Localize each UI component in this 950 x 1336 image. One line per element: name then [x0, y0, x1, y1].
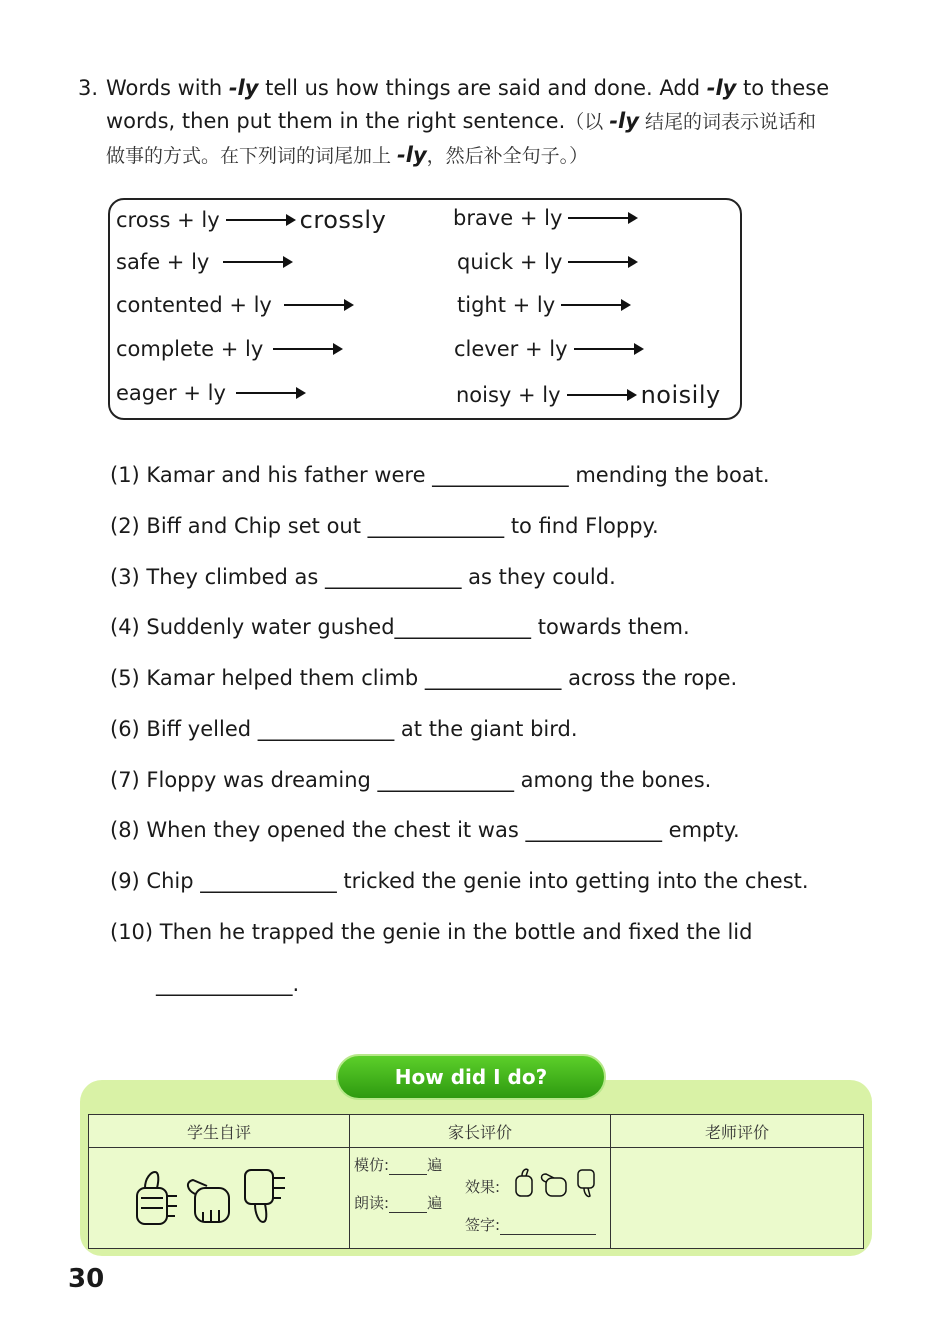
arrow-icon [223, 261, 291, 263]
arrow-icon [226, 219, 294, 221]
word-row: tight + ly [457, 293, 629, 317]
sentence: (7) Floppy was dreaming _____________ among the bones. [110, 768, 712, 792]
parent-cell [350, 1148, 611, 1249]
small-thumbs-icons[interactable] [512, 1166, 604, 1200]
sentence: (10) Then he trapped the genie in the bottle and fixed the lid [110, 920, 753, 944]
sign-row: 签字: [465, 1214, 596, 1235]
sentence: (5) Kamar helped them climb _____________ across the rope. [110, 666, 738, 690]
small-thumbs-down-icon[interactable] [578, 1170, 594, 1188]
col-student: 学生自评 [89, 1115, 350, 1148]
sentence: (9) Chip _____________ tricked the genie into getting into the chest. [110, 869, 809, 893]
imitate-blank[interactable] [389, 1160, 427, 1175]
evaluation-title: How did I do? [336, 1054, 606, 1100]
arrow-icon [568, 261, 636, 263]
col-parent: 家长评价 [350, 1115, 611, 1148]
page-number: 30 [68, 1264, 105, 1294]
arrow-icon [236, 392, 304, 394]
sentence: (4) Suddenly water gushed_____________ towards them. [110, 615, 690, 639]
teacher-cell[interactable] [611, 1148, 864, 1249]
read-blank[interactable] [389, 1198, 427, 1213]
student-cell [89, 1148, 350, 1249]
sign-blank[interactable] [500, 1220, 596, 1235]
word-row: quick + ly [457, 250, 636, 274]
thumbs-down-icon[interactable] [245, 1170, 285, 1222]
imitate-row: 模仿: 遍 [354, 1156, 443, 1174]
word-row: noisy + ly noisily [456, 381, 721, 409]
sentence: (8) When they opened the chest it was _____________ empty. [110, 818, 740, 842]
sentence: (6) Biff yelled _____________ at the giant bird. [110, 717, 578, 741]
arrow-icon [574, 348, 642, 350]
small-thumbs-up-icon[interactable] [516, 1176, 532, 1196]
word-row: contented + ly [116, 293, 352, 317]
thumbs-up-icon[interactable] [137, 1172, 177, 1224]
thumbs-sideways-icon[interactable] [188, 1180, 229, 1222]
word-row: safe + ly [116, 250, 291, 274]
sentence: (2) Biff and Chip set out _____________ to find Floppy. [110, 514, 659, 538]
read-row: 朗读: 遍 [354, 1194, 443, 1212]
sentence: (1) Kamar and his father were _____________ mending the boat. [110, 463, 770, 487]
word-row: brave + ly [453, 206, 636, 230]
thumbs-icons[interactable] [89, 1148, 345, 1244]
evaluation-table [88, 1114, 864, 1249]
sentence: _____________. [156, 972, 300, 996]
word-row: clever + ly [454, 337, 642, 361]
word-row: eager + ly [116, 381, 304, 405]
arrow-icon [568, 217, 636, 219]
answer: crossly [299, 206, 387, 234]
answer: noisily [640, 381, 721, 409]
arrow-icon [567, 394, 635, 396]
word-row: cross + ly crossly [116, 206, 387, 234]
arrow-icon [273, 348, 341, 350]
small-thumbs-sideways-icon[interactable] [546, 1178, 566, 1196]
arrow-icon [561, 304, 629, 306]
question-number: 3. [78, 76, 99, 100]
word-row: complete + ly [116, 337, 341, 361]
col-teacher: 老师评价 [611, 1115, 864, 1148]
sentence: (3) They climbed as _____________ as they could. [110, 565, 616, 589]
effect-row: 效果: [465, 1178, 501, 1196]
instruction: 3. Words with -ly tell us how things are said and done. Add -ly to these words, then put them in the right sentence.（以 -ly 结尾的词表示说话和 做事的方式。在下列词的词尾加上 -ly，然后补全句子。） [78, 72, 858, 173]
arrow-icon [284, 304, 352, 306]
